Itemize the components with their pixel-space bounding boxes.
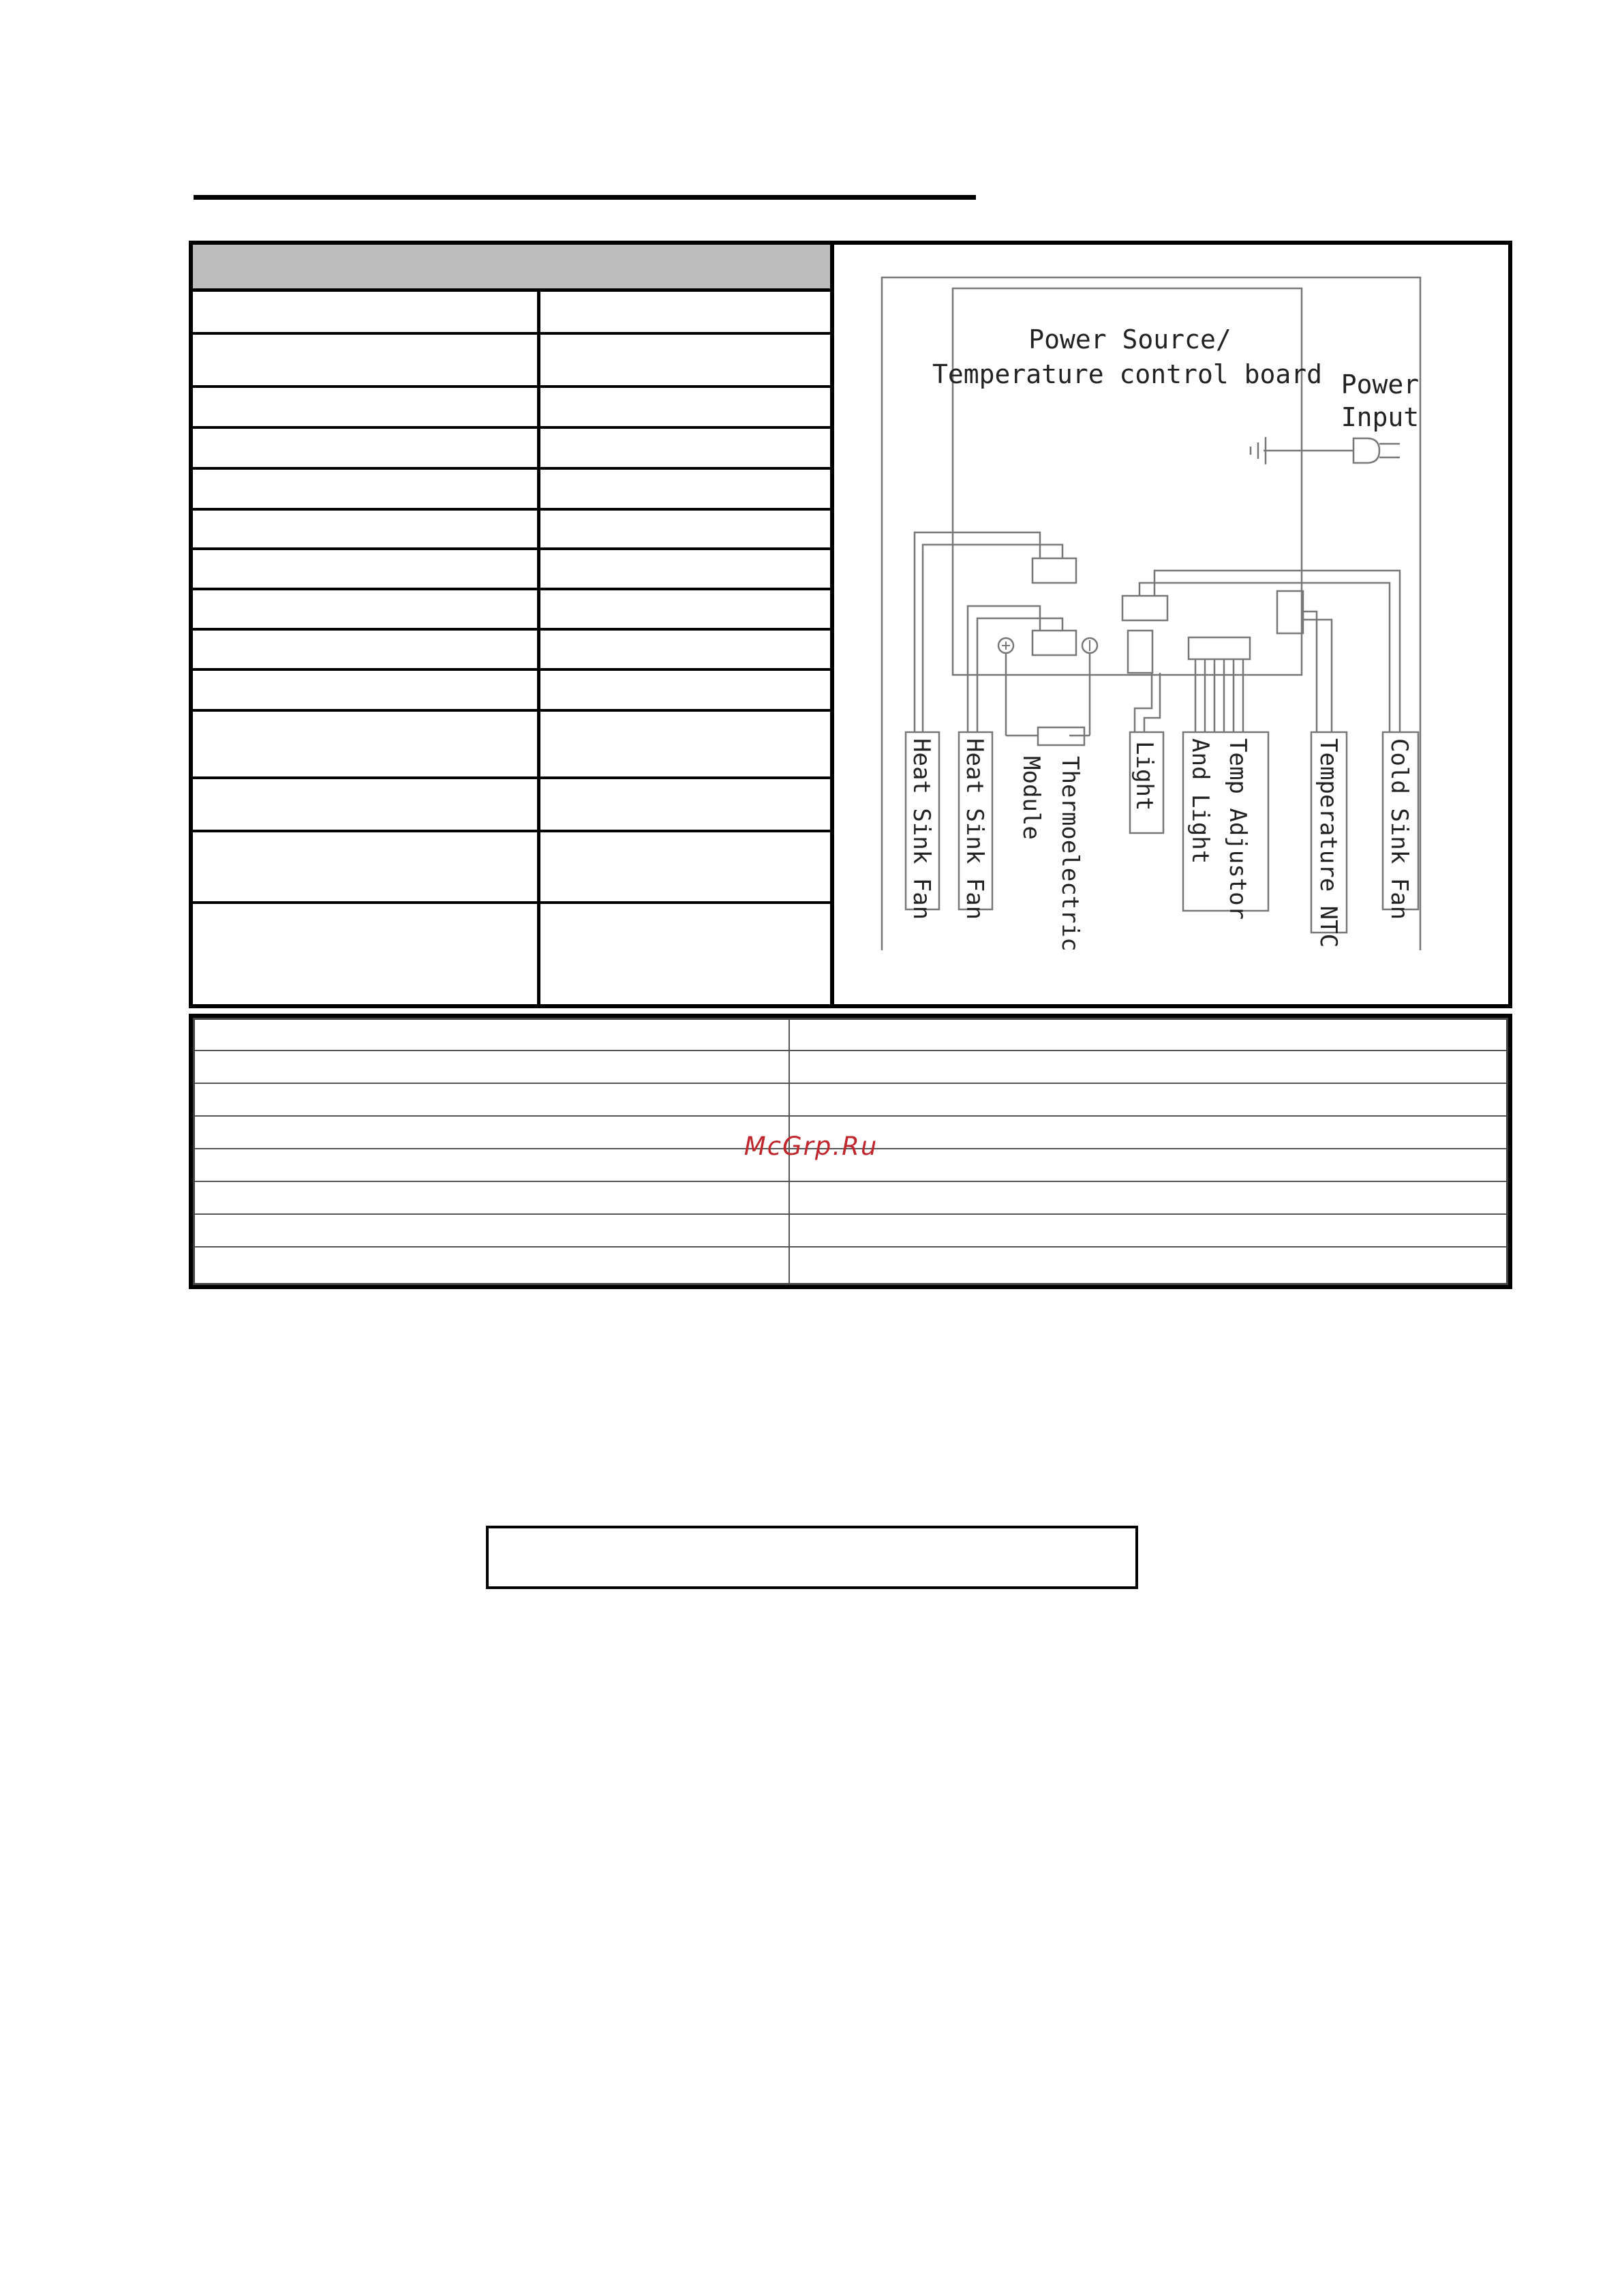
spec-row <box>193 388 830 429</box>
thermoelectric-label: Thermoelectric <box>1056 756 1084 952</box>
temperature-ntc-label: Temperature NTC <box>1315 738 1342 948</box>
cold-sink-fan-label: Cold Sink Fan <box>1386 738 1413 920</box>
table-row <box>195 1181 1506 1182</box>
power-input-label-line2: Input <box>1341 402 1420 432</box>
wiring-diagram <box>834 245 1508 1004</box>
light-label: Light <box>1131 741 1158 811</box>
module-label: Module <box>1017 756 1045 840</box>
table-row <box>195 1083 1506 1084</box>
spec-row <box>193 590 830 631</box>
heat-sink-fan-label: Heat Sink Fan <box>908 738 935 920</box>
spec-row <box>193 470 830 511</box>
empty-box <box>486 1526 1138 1589</box>
watermark: McGrp.Ru <box>744 1132 878 1161</box>
spec-row <box>193 429 830 470</box>
spec-row <box>193 631 830 671</box>
wiring-diagram-svg <box>834 245 1508 1004</box>
board-label-line1: Power Source/ <box>1028 324 1231 354</box>
spec-row <box>193 550 830 590</box>
spec-row <box>193 335 830 388</box>
table-row <box>195 1115 1506 1117</box>
spec-row <box>193 712 830 779</box>
spec-row <box>193 671 830 712</box>
and-light-label: And Light <box>1187 738 1214 864</box>
table-row <box>195 1213 1506 1215</box>
heading-underline <box>194 195 976 200</box>
heat-sink-fan-label: Heat Sink Fan <box>961 738 988 920</box>
board-label-line2: Temperature control board <box>932 359 1322 389</box>
spec-table-header <box>193 245 830 292</box>
spec-row <box>193 832 830 904</box>
power-input-label-line1: Power <box>1341 369 1420 399</box>
spec-row <box>193 292 830 335</box>
spec-row <box>193 511 830 550</box>
spec-row <box>193 779 830 832</box>
table-row <box>195 1246 1506 1248</box>
table-row <box>195 1050 1506 1051</box>
temp-adjustor-label: Temp Adjustor <box>1224 738 1251 920</box>
